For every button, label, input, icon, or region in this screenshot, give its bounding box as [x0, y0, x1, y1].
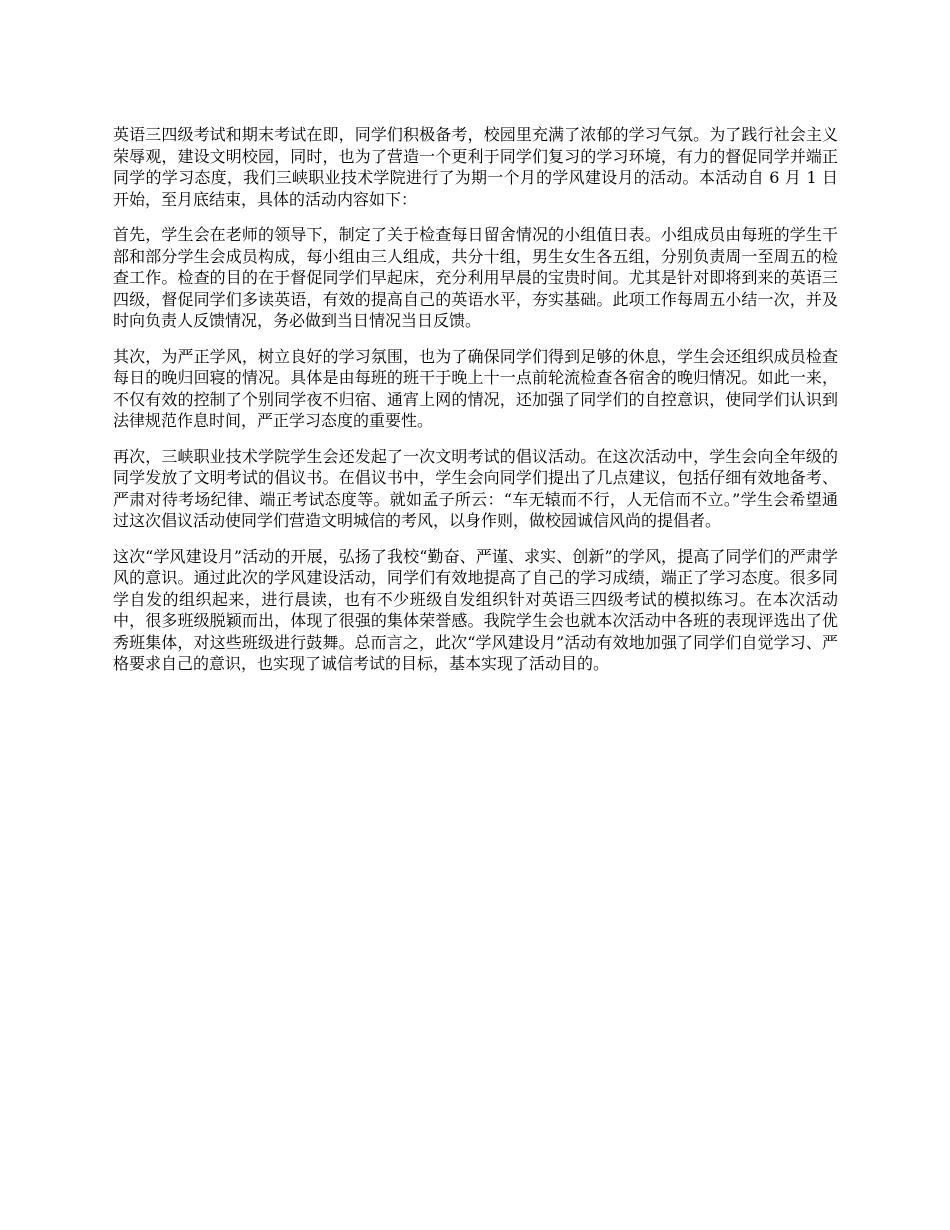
- paragraph-2: 首先，学生会在老师的领导下，制定了关于检查每日留舍情况的小组值日表。小组成员由每班的学生干部和部分学生会成员构成，每小组由三人组成，共分十组，男生女生各五组，分别负责周一至周五的检查工作。检查的目的在于督促同学们早起床，充分利用早晨的宝贵时间。尤其是针对即将到来的英语三四级，督促同学们多读英语，有效的提高自己的英语水平，夯实基础。此项工作每周五小结一次，并及时向负责人反馈情况，务必做到当日情况当日反馈。: [113, 225, 838, 330]
- paragraph-4: 再次，三峡职业技术学院学生会还发起了一次文明考试的倡议活动。在这次活动中，学生会向全年级的同学发放了文明考试的倡议书。在倡议书中，学生会向同学们提出了几点建议，包括仔细有效地备考、严肃对待考场纪律、端正考试态度等。就如孟子所云：“车无辕而不行，人无信而不立。”学生会希望通过这次倡议活动使同学们营造文明城信的考风，以身作则，做校园诚信风尚的提倡者。: [113, 446, 838, 530]
- paragraph-1: 英语三四级考试和期末考试在即，同学们积极备考，校园里充满了浓郁的学习气氛。为了践行社会主义荣辱观，建设文明校园，同时，也为了营造一个更利于同学们复习的学习环境，有力的督促同学并端正同学的学习态度，我们三峡职业技术学院进行了为期一个月的学风建设月的活动。本活动自 6 月 1 日开始，至月底结束，具体的活动内容如下：: [113, 125, 838, 209]
- paragraph-5: 这次“学风建设月”活动的开展，弘扬了我校“勤奋、严谨、求实、创新”的学风，提高了同学们的严肃学风的意识。通过此次的学风建设活动，同学们有效地提高了自己的学习成绩，端正了学习态度。很多同学自发的组织起来，进行晨读，也有不少班级自发组织针对英语三四级考试的模拟练习。在本次活动中，很多班级脱颖而出，体现了很强的集体荣誉感。我院学生会也就本次活动中各班的表现评选出了优秀班集体，对这些班级进行鼓舞。总而言之，此次“学风建设月”活动有效地加强了同学们自觉学习、严格要求自己的意识，也实现了诚信考试的目标，基本实现了活动目的。: [113, 546, 838, 673]
- document-body: [113, 124, 838, 689]
- paragraph-3: 其次，为严正学风，树立良好的学习氛围，也为了确保同学们得到足够的休息，学生会还组织成员检查每日的晚归回寝的情况。具体是由每班的班干于晚上十一点前轮流检查各宿舍的晚归情况。如此一来，不仅有效的控制了个别同学夜不归宿、通宵上网的情况，还加强了同学们的自控意识，使同学们认识到法律规范作息时间，严正学习态度的重要性。: [113, 346, 838, 430]
